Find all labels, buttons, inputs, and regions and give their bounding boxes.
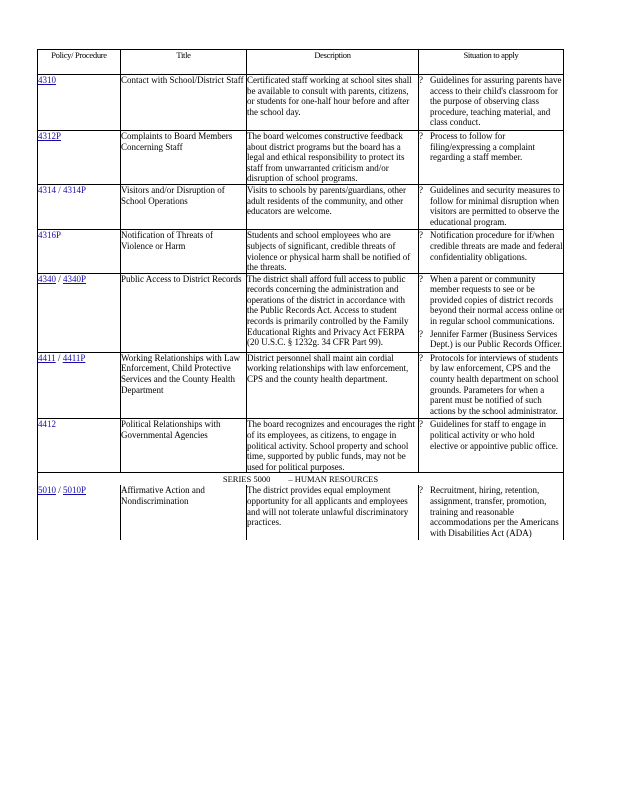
situation-text: Notification procedure for if/when credible threats are made and federal confidentiality obligations.	[430, 230, 563, 262]
situation-cell	[419, 352, 564, 419]
header-title: Title	[121, 50, 247, 75]
policy-link[interactable]: 4411	[38, 352, 56, 363]
header-situation: Situation to apply	[419, 50, 564, 75]
policy-link[interactable]: 4411P	[62, 352, 86, 363]
policy-title: Visitors and/or Disruption of School Operations	[121, 184, 247, 229]
policy-code-cell	[38, 273, 121, 352]
policy-link[interactable]: 4340	[38, 273, 56, 284]
header-description: Description	[247, 50, 419, 75]
situation-cell	[419, 184, 564, 229]
code-separator: /	[55, 352, 63, 363]
situation-text: Process to follow for filing/expressing a complaint regarding a staff member.	[430, 130, 535, 163]
policy-table	[37, 49, 564, 540]
policy-description: The district provides equal employment opportunity for all applicants and employees and will not tolerate unlawful discriminatory practices.	[247, 485, 419, 540]
policy-title: Contact with School/District Staff	[121, 75, 247, 131]
situation-item	[419, 75, 563, 128]
situation-cell	[419, 273, 564, 352]
policy-title: Public Access to District Records	[121, 273, 247, 352]
table-row	[38, 75, 564, 131]
policy-title: Working Relationships with Law Enforcement, Child Protective Services and the County Health Department	[121, 352, 247, 419]
situation-text: When a parent or community member requests to see or be provided copies of district records beyond their normal access online or in regular school communications.	[430, 273, 563, 327]
situation-cell	[419, 130, 564, 184]
header-policy: Policy/ Procedure	[38, 50, 121, 75]
situation-item	[419, 131, 563, 163]
policy-link[interactable]: 4340P	[63, 273, 87, 284]
situation-text: Jennifer Farmer (Business Services Dept.) is our Public Records Officer.	[430, 328, 563, 350]
code-separator: /	[56, 485, 64, 496]
table-row	[38, 130, 564, 184]
policy-code-cell	[38, 230, 121, 273]
policy-code-cell	[38, 419, 121, 473]
situation-text: Guidelines for staff to engage in political activity or who hold elective or appointive public office.	[430, 419, 559, 451]
policy-link[interactable]: 5010	[38, 485, 56, 496]
policy-code-cell	[38, 130, 121, 184]
policy-description: Certificated staff working at school sites shall be available to consult with parents, citizens, or students for one-half hour before and after the school day.	[247, 75, 419, 131]
policy-description: Visits to schools by parents/guardians, other adult residents of the community, and other educators are welcome.	[247, 184, 419, 229]
policy-description: Students and school employees who are subjects of significant, credible threats of violence or physical harm shall be notified of the threats.	[247, 230, 419, 273]
policy-code: 4412	[38, 419, 56, 430]
policy-title: Affirmative Action and Nondiscrimination	[121, 485, 247, 540]
bullet-icon: ?	[419, 419, 423, 430]
policy-description: District personnel shall maint ain cordial working relationships with law enforcement, CPS and the county health department.	[247, 352, 419, 419]
situation-text: Protocols for interviews of students by law enforcement, CPS and the county health department on school grounds. Parameters for when a parent must be notified of such actions by the school administrator.	[430, 352, 559, 416]
table-row	[38, 184, 564, 229]
policy-description: The district shall afford full access to public records concerning the administration and operations of the district in accordance with the Public Records Act. Access to student records is primarily controlled by the Family Educational Rights and Privacy Act FERPA (20 U.S.C. § 1232g. 34 CFR Part 99).	[247, 273, 419, 352]
table-header-row	[38, 50, 564, 75]
policy-title: Political Relationships with Governmental Agencies	[121, 419, 247, 473]
situation-item	[419, 274, 563, 327]
situation-item	[419, 485, 563, 538]
bullet-icon: ?	[419, 328, 423, 339]
situation-text: Guidelines for assuring parents have access to their child's classroom for the purpose of observing class procedure, teaching material, and class conduct.	[430, 75, 562, 128]
bullet-icon: ?	[419, 230, 423, 241]
situation-text: Guidelines and security measures to follow for minimal disruption when visitors are permitted to observe the educational program.	[430, 184, 560, 227]
situation-cell	[419, 419, 564, 473]
bullet-icon: ?	[419, 130, 423, 141]
bullet-icon: ?	[419, 75, 423, 85]
series-number: SERIES 5000	[222, 474, 271, 485]
bullet-icon: ?	[419, 184, 423, 195]
policy-link[interactable]: 4310	[38, 75, 56, 85]
policy-description: The board welcomes constructive feedback about district programs but the board has a legal and ethical responsibility to protect its staff from unwarranted criticism and/or disruption of school programs.	[247, 130, 419, 184]
series-name: – HUMAN RESOURCES	[288, 474, 379, 485]
table-row	[38, 273, 564, 352]
policy-code-cell	[38, 184, 121, 229]
policy-link[interactable]: 5010P	[63, 485, 87, 496]
table-row	[38, 230, 564, 273]
table-row	[38, 485, 564, 540]
situation-cell	[419, 75, 564, 131]
code-separator: /	[56, 273, 64, 284]
situation-text: Recruitment, hiring, retention, assignment, transfer, promotion, training and reasonable accommodations per the Americans with Disabilities Act (ADA)	[430, 485, 559, 538]
table-row	[38, 419, 564, 473]
situation-item	[419, 230, 563, 262]
policy-code-cell	[38, 352, 121, 419]
policy-code: 4314 / 4314P	[38, 184, 87, 195]
situation-item	[419, 329, 563, 350]
bullet-icon: ?	[419, 273, 423, 284]
policy-description: The board recognizes and encourages the right of its employees, as citizens, to engage in political activity. School property and school time, supported by public funds, may not be used for political purposes.	[247, 419, 419, 473]
situation-item	[419, 185, 563, 227]
policy-title: Notification of Threats of Violence or Harm	[121, 230, 247, 273]
policy-link[interactable]: 4312P	[38, 130, 62, 141]
table-row	[38, 352, 564, 419]
bullet-icon: ?	[419, 352, 423, 363]
policy-code-cell	[38, 485, 121, 540]
situation-item	[419, 419, 563, 451]
series-row	[38, 473, 564, 486]
situation-item	[419, 353, 563, 417]
bullet-icon: ?	[419, 485, 423, 496]
series-heading	[38, 473, 564, 486]
situation-cell	[419, 230, 564, 273]
policy-title: Complaints to Board Members Concerning Staff	[121, 130, 247, 184]
policy-code-cell	[38, 75, 121, 131]
situation-cell	[419, 485, 564, 540]
policy-code: 4316P	[38, 230, 62, 241]
